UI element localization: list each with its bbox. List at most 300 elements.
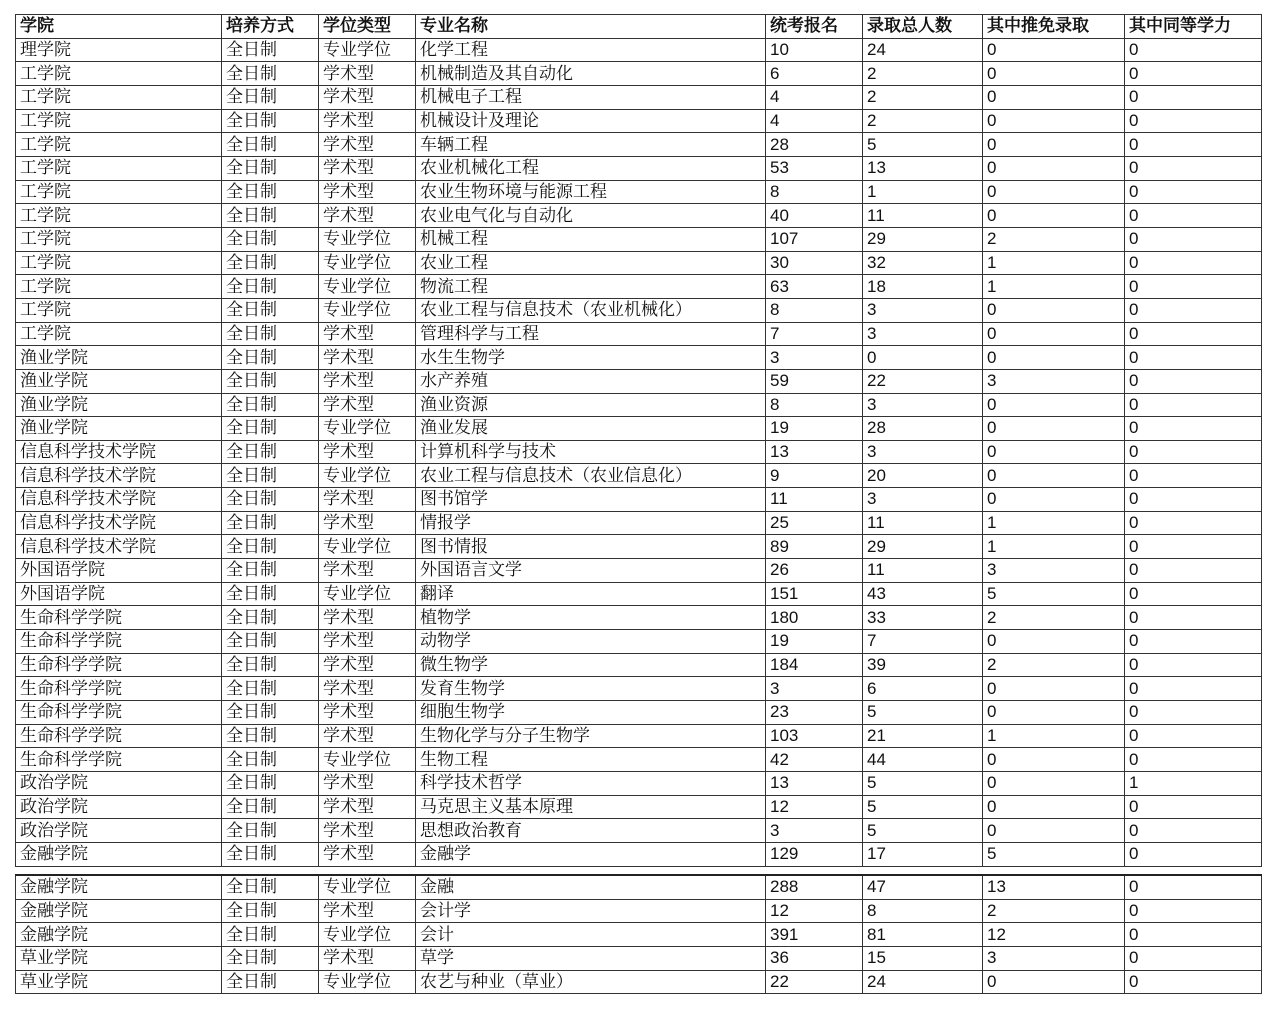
cell-degree-type: 专业学位 [319,582,416,606]
cell-applicants: 53 [766,156,863,180]
cell-major: 会计学 [416,899,766,923]
cell-applicants: 22 [766,970,863,994]
cell-admitted: 17 [863,842,983,866]
cell-admitted: 24 [863,970,983,994]
cell-applicants: 89 [766,535,863,559]
cell-study-mode: 全日制 [222,180,319,204]
cell-equivalent: 0 [1125,85,1262,109]
cell-degree-type: 学术型 [319,772,416,796]
cell-study-mode: 全日制 [222,464,319,488]
cell-college: 理学院 [16,38,222,62]
cell-admitted: 2 [863,85,983,109]
cell-applicants: 30 [766,251,863,275]
cell-major: 微生物学 [416,653,766,677]
cell-applicants: 13 [766,440,863,464]
cell-applicants: 288 [766,875,863,899]
cell-recommended: 1 [983,535,1125,559]
cell-applicants: 40 [766,204,863,228]
cell-applicants: 12 [766,899,863,923]
cell-degree-type: 学术型 [319,488,416,512]
cell-recommended: 3 [983,946,1125,970]
cell-equivalent: 0 [1125,923,1262,947]
cell-equivalent: 0 [1125,180,1262,204]
cell-admitted: 81 [863,923,983,947]
cell-major: 翻译 [416,582,766,606]
table-row [16,511,1262,535]
cell-admitted: 43 [863,582,983,606]
cell-major: 农业工程与信息技术（农业机械化） [416,298,766,322]
cell-study-mode: 全日制 [222,417,319,441]
cell-college: 渔业学院 [16,369,222,393]
table-row [16,62,1262,86]
cell-equivalent: 0 [1125,322,1262,346]
cell-degree-type: 专业学位 [319,38,416,62]
cell-equivalent: 0 [1125,582,1262,606]
cell-applicants: 3 [766,819,863,843]
cell-recommended: 5 [983,842,1125,866]
table-row [16,677,1262,701]
cell-recommended: 0 [983,701,1125,725]
cell-study-mode: 全日制 [222,772,319,796]
cell-degree-type: 学术型 [319,946,416,970]
cell-major: 金融 [416,875,766,899]
table-row [16,85,1262,109]
cell-study-mode: 全日制 [222,582,319,606]
cell-applicants: 10 [766,38,863,62]
cell-equivalent: 0 [1125,488,1262,512]
cell-study-mode: 全日制 [222,109,319,133]
cell-recommended: 0 [983,180,1125,204]
cell-degree-type: 学术型 [319,819,416,843]
cell-study-mode: 全日制 [222,251,319,275]
cell-admitted: 5 [863,133,983,157]
cell-applicants: 4 [766,85,863,109]
admission-table-bottom [15,874,1261,994]
cell-recommended: 0 [983,109,1125,133]
cell-admitted: 11 [863,559,983,583]
cell-recommended: 0 [983,464,1125,488]
cell-recommended: 0 [983,322,1125,346]
col-header-applicants: 统考报名 [766,15,863,39]
cell-admitted: 0 [863,346,983,370]
table-row [16,488,1262,512]
cell-admitted: 21 [863,724,983,748]
cell-recommended: 3 [983,369,1125,393]
cell-applicants: 19 [766,630,863,654]
cell-applicants: 28 [766,133,863,157]
cell-recommended: 0 [983,38,1125,62]
cell-college: 生命科学学院 [16,653,222,677]
cell-major: 科学技术哲学 [416,772,766,796]
cell-equivalent: 0 [1125,795,1262,819]
cell-degree-type: 专业学位 [319,298,416,322]
cell-study-mode: 全日制 [222,606,319,630]
cell-equivalent: 0 [1125,748,1262,772]
cell-admitted: 28 [863,417,983,441]
table-row [16,227,1262,251]
cell-applicants: 63 [766,275,863,299]
table-row [16,275,1262,299]
cell-college: 渔业学院 [16,393,222,417]
table-row [16,795,1262,819]
cell-admitted: 33 [863,606,983,630]
table-row [16,772,1262,796]
col-header-equivalent: 其中同等学力 [1125,15,1262,39]
cell-admitted: 22 [863,369,983,393]
cell-recommended: 0 [983,677,1125,701]
cell-equivalent: 0 [1125,38,1262,62]
cell-applicants: 3 [766,677,863,701]
cell-study-mode: 全日制 [222,795,319,819]
cell-major: 生物化学与分子生物学 [416,724,766,748]
cell-admitted: 3 [863,393,983,417]
cell-college: 工学院 [16,251,222,275]
cell-equivalent: 0 [1125,393,1262,417]
cell-recommended: 0 [983,630,1125,654]
cell-admitted: 3 [863,488,983,512]
cell-equivalent: 0 [1125,701,1262,725]
cell-degree-type: 学术型 [319,180,416,204]
cell-recommended: 2 [983,606,1125,630]
cell-admitted: 1 [863,180,983,204]
cell-recommended: 0 [983,133,1125,157]
admission-table-top [15,14,1261,867]
cell-admitted: 7 [863,630,983,654]
cell-applicants: 59 [766,369,863,393]
cell-applicants: 8 [766,393,863,417]
cell-equivalent: 0 [1125,369,1262,393]
cell-equivalent: 0 [1125,875,1262,899]
cell-college: 外国语学院 [16,559,222,583]
cell-study-mode: 全日制 [222,748,319,772]
cell-college: 生命科学学院 [16,606,222,630]
cell-equivalent: 0 [1125,842,1262,866]
cell-degree-type: 专业学位 [319,464,416,488]
cell-degree-type: 专业学位 [319,275,416,299]
cell-major: 机械电子工程 [416,85,766,109]
cell-equivalent: 0 [1125,417,1262,441]
cell-major: 生物工程 [416,748,766,772]
cell-degree-type: 专业学位 [319,923,416,947]
cell-college: 工学院 [16,133,222,157]
table-row [16,133,1262,157]
col-header-recommended: 其中推免录取 [983,15,1125,39]
cell-college: 信息科学技术学院 [16,535,222,559]
cell-study-mode: 全日制 [222,511,319,535]
table-body-continued [16,875,1262,994]
cell-degree-type: 学术型 [319,109,416,133]
table-row [16,322,1262,346]
cell-college: 生命科学学院 [16,748,222,772]
cell-study-mode: 全日制 [222,970,319,994]
cell-study-mode: 全日制 [222,346,319,370]
cell-degree-type: 学术型 [319,606,416,630]
cell-major: 外国语言文学 [416,559,766,583]
table-row [16,440,1262,464]
cell-degree-type: 学术型 [319,346,416,370]
cell-degree-type: 学术型 [319,701,416,725]
cell-degree-type: 学术型 [319,369,416,393]
cell-degree-type: 学术型 [319,842,416,866]
cell-equivalent: 0 [1125,204,1262,228]
table-header-row [16,15,1262,39]
cell-admitted: 5 [863,772,983,796]
cell-equivalent: 0 [1125,653,1262,677]
cell-major: 农业生物环境与能源工程 [416,180,766,204]
cell-admitted: 2 [863,62,983,86]
cell-admitted: 11 [863,204,983,228]
cell-recommended: 2 [983,227,1125,251]
cell-major: 机械设计及理论 [416,109,766,133]
cell-college: 金融学院 [16,899,222,923]
cell-recommended: 0 [983,440,1125,464]
cell-applicants: 107 [766,227,863,251]
cell-degree-type: 专业学位 [319,875,416,899]
cell-study-mode: 全日制 [222,653,319,677]
cell-degree-type: 学术型 [319,899,416,923]
cell-recommended: 0 [983,970,1125,994]
table-row [16,970,1262,994]
cell-study-mode: 全日制 [222,875,319,899]
cell-equivalent: 0 [1125,227,1262,251]
cell-recommended: 0 [983,772,1125,796]
table-row [16,899,1262,923]
cell-college: 工学院 [16,275,222,299]
table-row [16,819,1262,843]
cell-applicants: 8 [766,180,863,204]
cell-applicants: 151 [766,582,863,606]
cell-study-mode: 全日制 [222,38,319,62]
table-row [16,701,1262,725]
cell-college: 政治学院 [16,819,222,843]
cell-major: 农业机械化工程 [416,156,766,180]
cell-applicants: 26 [766,559,863,583]
cell-recommended: 5 [983,582,1125,606]
cell-equivalent: 1 [1125,772,1262,796]
table-body [16,15,1262,867]
cell-applicants: 19 [766,417,863,441]
cell-admitted: 5 [863,795,983,819]
cell-applicants: 180 [766,606,863,630]
cell-study-mode: 全日制 [222,724,319,748]
cell-degree-type: 专业学位 [319,535,416,559]
cell-applicants: 11 [766,488,863,512]
cell-major: 水产养殖 [416,369,766,393]
col-header-admitted: 录取总人数 [863,15,983,39]
table-row [16,251,1262,275]
cell-applicants: 3 [766,346,863,370]
cell-degree-type: 学术型 [319,62,416,86]
cell-college: 草业学院 [16,970,222,994]
cell-equivalent: 0 [1125,133,1262,157]
table-row [16,606,1262,630]
cell-study-mode: 全日制 [222,227,319,251]
cell-college: 生命科学学院 [16,677,222,701]
table-row [16,369,1262,393]
cell-college: 工学院 [16,180,222,204]
cell-equivalent: 0 [1125,62,1262,86]
cell-major: 情报学 [416,511,766,535]
cell-admitted: 3 [863,298,983,322]
cell-major: 思想政治教育 [416,819,766,843]
table-row [16,748,1262,772]
cell-recommended: 0 [983,85,1125,109]
cell-recommended: 0 [983,393,1125,417]
cell-equivalent: 0 [1125,970,1262,994]
cell-admitted: 29 [863,227,983,251]
cell-major: 草学 [416,946,766,970]
table-row [16,923,1262,947]
cell-college: 生命科学学院 [16,724,222,748]
table-row [16,109,1262,133]
cell-degree-type: 专业学位 [319,227,416,251]
cell-admitted: 13 [863,156,983,180]
cell-college: 渔业学院 [16,346,222,370]
cell-major: 细胞生物学 [416,701,766,725]
cell-study-mode: 全日制 [222,559,319,583]
cell-applicants: 184 [766,653,863,677]
cell-major: 农业工程 [416,251,766,275]
cell-equivalent: 0 [1125,251,1262,275]
cell-degree-type: 学术型 [319,724,416,748]
cell-recommended: 0 [983,62,1125,86]
cell-recommended: 0 [983,819,1125,843]
cell-recommended: 0 [983,748,1125,772]
table-row [16,298,1262,322]
cell-applicants: 103 [766,724,863,748]
cell-admitted: 8 [863,899,983,923]
cell-equivalent: 0 [1125,724,1262,748]
cell-study-mode: 全日制 [222,677,319,701]
cell-study-mode: 全日制 [222,630,319,654]
cell-degree-type: 学术型 [319,85,416,109]
cell-college: 工学院 [16,298,222,322]
col-header-study-mode: 培养方式 [222,15,319,39]
table-row [16,946,1262,970]
cell-major: 农业电气化与自动化 [416,204,766,228]
cell-degree-type: 学术型 [319,440,416,464]
cell-college: 信息科学技术学院 [16,511,222,535]
cell-degree-type: 学术型 [319,322,416,346]
cell-degree-type: 学术型 [319,156,416,180]
table-row [16,875,1262,899]
cell-admitted: 24 [863,38,983,62]
cell-study-mode: 全日制 [222,322,319,346]
cell-study-mode: 全日制 [222,298,319,322]
cell-major: 动物学 [416,630,766,654]
cell-study-mode: 全日制 [222,156,319,180]
cell-study-mode: 全日制 [222,946,319,970]
cell-study-mode: 全日制 [222,440,319,464]
cell-recommended: 0 [983,298,1125,322]
table-row [16,582,1262,606]
cell-study-mode: 全日制 [222,819,319,843]
cell-college: 工学院 [16,156,222,180]
cell-major: 水生生物学 [416,346,766,370]
cell-study-mode: 全日制 [222,701,319,725]
cell-college: 工学院 [16,227,222,251]
cell-major: 农业工程与信息技术（农业信息化） [416,464,766,488]
cell-college: 金融学院 [16,842,222,866]
cell-recommended: 1 [983,724,1125,748]
cell-degree-type: 专业学位 [319,417,416,441]
cell-major: 发育生物学 [416,677,766,701]
cell-applicants: 7 [766,322,863,346]
cell-study-mode: 全日制 [222,842,319,866]
cell-major: 图书情报 [416,535,766,559]
cell-college: 金融学院 [16,923,222,947]
cell-equivalent: 0 [1125,156,1262,180]
cell-college: 生命科学学院 [16,630,222,654]
cell-recommended: 3 [983,559,1125,583]
cell-study-mode: 全日制 [222,85,319,109]
cell-admitted: 44 [863,748,983,772]
cell-study-mode: 全日制 [222,204,319,228]
cell-applicants: 6 [766,62,863,86]
cell-degree-type: 学术型 [319,393,416,417]
cell-college: 金融学院 [16,875,222,899]
cell-applicants: 9 [766,464,863,488]
cell-recommended: 2 [983,653,1125,677]
cell-recommended: 2 [983,899,1125,923]
cell-admitted: 20 [863,464,983,488]
cell-major: 图书馆学 [416,488,766,512]
cell-equivalent: 0 [1125,109,1262,133]
cell-study-mode: 全日制 [222,369,319,393]
cell-applicants: 36 [766,946,863,970]
cell-applicants: 129 [766,842,863,866]
cell-equivalent: 0 [1125,606,1262,630]
table-row [16,156,1262,180]
cell-college: 工学院 [16,322,222,346]
cell-major: 计算机科学与技术 [416,440,766,464]
cell-equivalent: 0 [1125,346,1262,370]
cell-study-mode: 全日制 [222,393,319,417]
col-header-major: 专业名称 [416,15,766,39]
cell-study-mode: 全日制 [222,899,319,923]
cell-applicants: 391 [766,923,863,947]
cell-admitted: 3 [863,322,983,346]
cell-degree-type: 学术型 [319,204,416,228]
cell-equivalent: 0 [1125,677,1262,701]
cell-equivalent: 0 [1125,946,1262,970]
cell-study-mode: 全日制 [222,923,319,947]
cell-recommended: 0 [983,417,1125,441]
cell-degree-type: 专业学位 [319,748,416,772]
cell-equivalent: 0 [1125,535,1262,559]
cell-admitted: 5 [863,819,983,843]
cell-college: 外国语学院 [16,582,222,606]
cell-recommended: 0 [983,204,1125,228]
cell-equivalent: 0 [1125,464,1262,488]
cell-degree-type: 学术型 [319,677,416,701]
cell-college: 生命科学学院 [16,701,222,725]
table-row [16,204,1262,228]
table-row [16,393,1262,417]
cell-applicants: 12 [766,795,863,819]
cell-admitted: 47 [863,875,983,899]
cell-equivalent: 0 [1125,298,1262,322]
table-row [16,630,1262,654]
cell-applicants: 25 [766,511,863,535]
table-row [16,535,1262,559]
cell-college: 草业学院 [16,946,222,970]
cell-recommended: 1 [983,275,1125,299]
cell-college: 政治学院 [16,795,222,819]
cell-applicants: 23 [766,701,863,725]
cell-study-mode: 全日制 [222,62,319,86]
cell-applicants: 4 [766,109,863,133]
